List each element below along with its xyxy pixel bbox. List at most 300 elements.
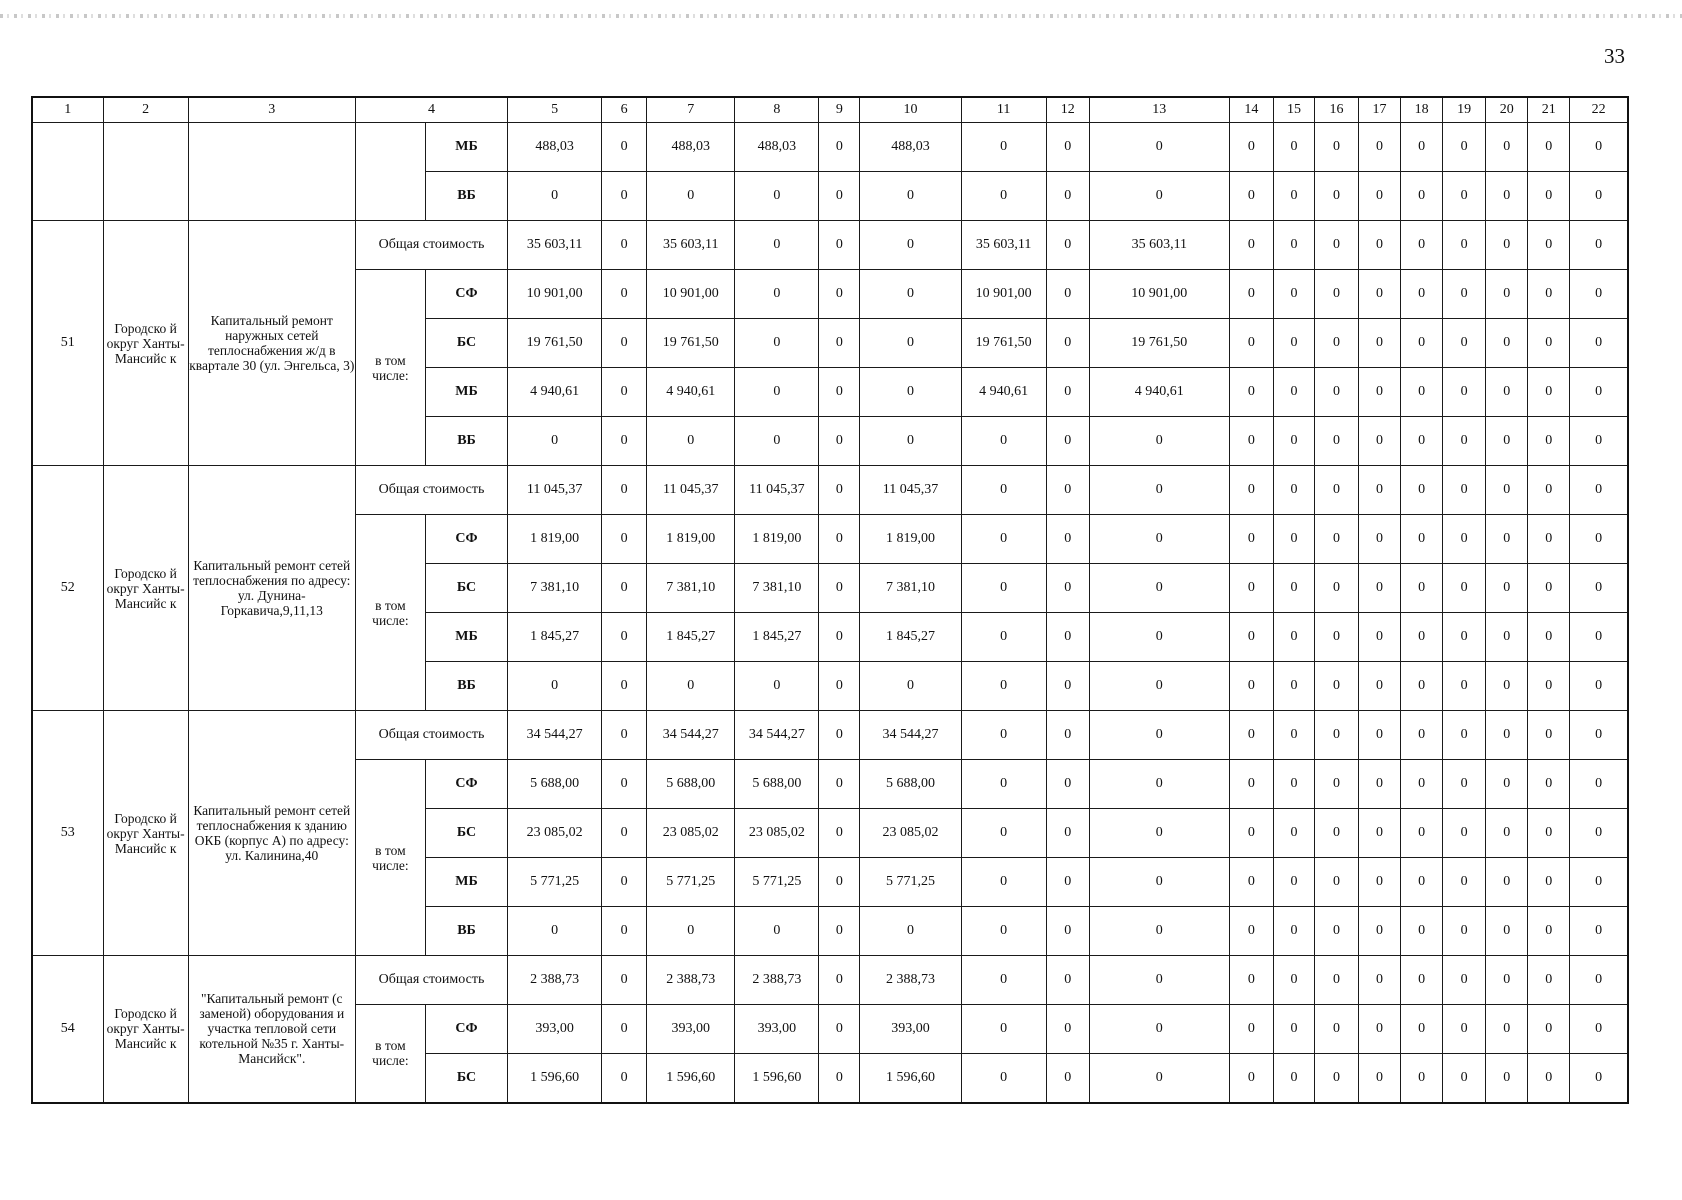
value-cell: 0 xyxy=(1570,809,1628,858)
value-cell: 0 xyxy=(508,907,602,956)
value-cell: 0 xyxy=(1359,1005,1401,1054)
value-cell: 0 xyxy=(1401,662,1443,711)
value-cell: 0 xyxy=(647,662,735,711)
value-cell: 5 688,00 xyxy=(508,760,602,809)
table-row xyxy=(32,123,1628,172)
source-cell: БС xyxy=(425,809,507,858)
value-cell: 0 xyxy=(1229,221,1273,270)
value-cell: 0 xyxy=(602,760,647,809)
value-cell: 11 045,37 xyxy=(735,466,819,515)
header-row xyxy=(32,97,1628,123)
value-cell: 0 xyxy=(1089,711,1229,760)
value-cell: 393,00 xyxy=(647,1005,735,1054)
value-cell: 0 xyxy=(1046,711,1089,760)
value-cell: 0 xyxy=(1570,515,1628,564)
value-cell: 1 845,27 xyxy=(735,613,819,662)
district-cell: Городско й округ Ханты-Мансийс к xyxy=(103,956,188,1103)
value-cell: 1 819,00 xyxy=(508,515,602,564)
value-cell: 0 xyxy=(602,123,647,172)
source-cell: БС xyxy=(425,319,507,368)
value-cell: 0 xyxy=(961,662,1046,711)
value-cell: 0 xyxy=(1443,270,1486,319)
value-cell: 0 xyxy=(1443,956,1486,1005)
value-cell: 5 688,00 xyxy=(647,760,735,809)
value-cell: 10 901,00 xyxy=(508,270,602,319)
value-cell: 5 771,25 xyxy=(508,858,602,907)
row-number: 54 xyxy=(32,956,103,1103)
value-cell: 0 xyxy=(961,564,1046,613)
source-cell: БС xyxy=(425,1054,507,1103)
value-cell: 0 xyxy=(1570,466,1628,515)
value-cell: 0 xyxy=(1401,319,1443,368)
value-cell: 0 xyxy=(819,1054,860,1103)
value-cell: 393,00 xyxy=(508,1005,602,1054)
value-cell: 0 xyxy=(1273,907,1314,956)
total-label: Общая стоимость xyxy=(355,466,507,515)
value-cell: 0 xyxy=(602,417,647,466)
value-cell: 0 xyxy=(1046,123,1089,172)
value-cell: 11 045,37 xyxy=(508,466,602,515)
scan-edge-artifact xyxy=(0,14,1682,18)
value-cell: 0 xyxy=(1401,956,1443,1005)
value-cell: 0 xyxy=(860,172,961,221)
including-label: в том числе: xyxy=(355,1005,425,1103)
value-cell: 0 xyxy=(735,319,819,368)
value-cell: 2 388,73 xyxy=(508,956,602,1005)
value-cell: 0 xyxy=(735,368,819,417)
value-cell: 0 xyxy=(1570,1054,1628,1103)
value-cell: 0 xyxy=(1273,368,1314,417)
header-cell: 7 xyxy=(647,97,735,123)
value-cell: 0 xyxy=(602,368,647,417)
value-cell: 0 xyxy=(1401,466,1443,515)
value-cell: 0 xyxy=(1443,515,1486,564)
value-cell: 0 xyxy=(602,956,647,1005)
value-cell: 0 xyxy=(1359,221,1401,270)
source-cell: ВБ xyxy=(425,907,507,956)
header-cell: 18 xyxy=(1401,97,1443,123)
value-cell: 35 603,11 xyxy=(961,221,1046,270)
value-cell: 1 819,00 xyxy=(647,515,735,564)
value-cell: 0 xyxy=(1273,613,1314,662)
value-cell: 0 xyxy=(1314,711,1358,760)
value-cell: 0 xyxy=(1273,760,1314,809)
table-row xyxy=(32,466,1628,515)
total-label: Общая стоимость xyxy=(355,221,507,270)
value-cell: 0 xyxy=(1528,1054,1570,1103)
value-cell: 0 xyxy=(961,760,1046,809)
value-cell: 0 xyxy=(1359,123,1401,172)
value-cell: 0 xyxy=(1570,662,1628,711)
value-cell: 0 xyxy=(1359,662,1401,711)
value-cell: 0 xyxy=(1401,368,1443,417)
value-cell: 34 544,27 xyxy=(735,711,819,760)
value-cell: 0 xyxy=(1486,858,1528,907)
value-cell: 0 xyxy=(860,907,961,956)
value-cell: 4 940,61 xyxy=(508,368,602,417)
value-cell: 0 xyxy=(1089,515,1229,564)
value-cell: 0 xyxy=(1486,123,1528,172)
value-cell: 0 xyxy=(1314,270,1358,319)
value-cell: 0 xyxy=(1229,1005,1273,1054)
value-cell: 0 xyxy=(1528,417,1570,466)
header-cell: 16 xyxy=(1314,97,1358,123)
value-cell: 0 xyxy=(602,221,647,270)
value-cell: 0 xyxy=(647,907,735,956)
value-cell: 0 xyxy=(1570,564,1628,613)
value-cell: 0 xyxy=(860,417,961,466)
value-cell: 0 xyxy=(602,662,647,711)
value-cell: 0 xyxy=(961,613,1046,662)
value-cell: 0 xyxy=(819,613,860,662)
value-cell: 0 xyxy=(1359,956,1401,1005)
value-cell: 0 xyxy=(1486,368,1528,417)
district-cell: Городско й округ Ханты-Мансийс к xyxy=(103,466,188,711)
project-name: Капитальный ремонт наружных сетей теплоснабжения ж/д в квартале 30 (ул. Энгельса, 3) xyxy=(188,221,355,466)
header-cell: 5 xyxy=(508,97,602,123)
value-cell: 0 xyxy=(647,417,735,466)
value-cell: 0 xyxy=(1046,760,1089,809)
value-cell: 0 xyxy=(735,662,819,711)
value-cell: 488,03 xyxy=(647,123,735,172)
value-cell: 0 xyxy=(1443,760,1486,809)
value-cell: 0 xyxy=(1359,564,1401,613)
value-cell: 4 940,61 xyxy=(647,368,735,417)
value-cell: 0 xyxy=(1486,1054,1528,1103)
value-cell: 0 xyxy=(1046,466,1089,515)
value-cell: 0 xyxy=(1273,1005,1314,1054)
source-cell: СФ xyxy=(425,760,507,809)
value-cell: 0 xyxy=(1273,809,1314,858)
value-cell: 0 xyxy=(1570,319,1628,368)
value-cell: 0 xyxy=(1359,466,1401,515)
value-cell: 0 xyxy=(1528,564,1570,613)
value-cell: 0 xyxy=(819,907,860,956)
total-label: Общая стоимость xyxy=(355,711,507,760)
value-cell: 0 xyxy=(1229,613,1273,662)
value-cell: 0 xyxy=(1570,907,1628,956)
value-cell: 0 xyxy=(508,172,602,221)
value-cell: 0 xyxy=(1046,172,1089,221)
value-cell: 488,03 xyxy=(735,123,819,172)
value-cell: 1 845,27 xyxy=(508,613,602,662)
header-cell: 6 xyxy=(602,97,647,123)
empty-cell xyxy=(355,123,425,221)
header-cell: 22 xyxy=(1570,97,1628,123)
value-cell: 4 940,61 xyxy=(961,368,1046,417)
value-cell: 0 xyxy=(1359,809,1401,858)
value-cell: 0 xyxy=(1570,613,1628,662)
value-cell: 0 xyxy=(1359,319,1401,368)
value-cell: 10 901,00 xyxy=(1089,270,1229,319)
value-cell: 0 xyxy=(1046,564,1089,613)
value-cell: 0 xyxy=(1401,613,1443,662)
header-cell: 17 xyxy=(1359,97,1401,123)
header-cell: 13 xyxy=(1089,97,1229,123)
value-cell: 0 xyxy=(1089,809,1229,858)
source-cell: МБ xyxy=(425,613,507,662)
value-cell: 0 xyxy=(1046,956,1089,1005)
value-cell: 0 xyxy=(1089,760,1229,809)
value-cell: 0 xyxy=(1570,417,1628,466)
value-cell: 0 xyxy=(1229,662,1273,711)
value-cell: 0 xyxy=(1486,172,1528,221)
value-cell: 0 xyxy=(860,270,961,319)
value-cell: 34 544,27 xyxy=(647,711,735,760)
value-cell: 0 xyxy=(819,417,860,466)
value-cell: 0 xyxy=(1046,613,1089,662)
value-cell: 0 xyxy=(1229,123,1273,172)
value-cell: 0 xyxy=(1089,907,1229,956)
value-cell: 1 819,00 xyxy=(735,515,819,564)
value-cell: 0 xyxy=(1229,417,1273,466)
header-cell: 1 xyxy=(32,97,103,123)
value-cell: 0 xyxy=(1528,123,1570,172)
value-cell: 0 xyxy=(1089,466,1229,515)
value-cell: 0 xyxy=(1273,319,1314,368)
value-cell: 0 xyxy=(1570,172,1628,221)
value-cell: 0 xyxy=(602,1005,647,1054)
value-cell: 0 xyxy=(819,858,860,907)
value-cell: 11 045,37 xyxy=(860,466,961,515)
value-cell: 0 xyxy=(860,368,961,417)
value-cell: 0 xyxy=(961,858,1046,907)
value-cell: 0 xyxy=(1089,564,1229,613)
header-cell: 21 xyxy=(1528,97,1570,123)
row-number: 51 xyxy=(32,221,103,466)
value-cell: 5 771,25 xyxy=(860,858,961,907)
table-row xyxy=(32,711,1628,760)
value-cell: 0 xyxy=(1046,1054,1089,1103)
value-cell: 11 045,37 xyxy=(647,466,735,515)
value-cell: 0 xyxy=(1528,368,1570,417)
value-cell: 0 xyxy=(1273,956,1314,1005)
value-cell: 0 xyxy=(1401,221,1443,270)
row-number: 53 xyxy=(32,711,103,956)
value-cell: 0 xyxy=(1046,1005,1089,1054)
project-name: Капитальный ремонт сетей теплоснабжения по адресу: ул. Дунина-Горкавича,9,11,13 xyxy=(188,466,355,711)
value-cell: 0 xyxy=(1089,613,1229,662)
table-row xyxy=(32,956,1628,1005)
empty-cell xyxy=(188,123,355,221)
value-cell: 393,00 xyxy=(860,1005,961,1054)
value-cell: 0 xyxy=(1273,172,1314,221)
value-cell: 0 xyxy=(1443,221,1486,270)
value-cell: 0 xyxy=(1046,368,1089,417)
value-cell: 0 xyxy=(860,662,961,711)
value-cell: 0 xyxy=(1401,907,1443,956)
value-cell: 0 xyxy=(1314,662,1358,711)
value-cell: 0 xyxy=(819,956,860,1005)
value-cell: 0 xyxy=(1401,1054,1443,1103)
value-cell: 0 xyxy=(1443,711,1486,760)
value-cell: 35 603,11 xyxy=(508,221,602,270)
empty-cell xyxy=(32,123,103,221)
value-cell: 5 771,25 xyxy=(647,858,735,907)
page-number: 33 xyxy=(1604,44,1625,68)
header-cell: 4 xyxy=(355,97,507,123)
header-cell: 12 xyxy=(1046,97,1089,123)
value-cell: 0 xyxy=(1486,809,1528,858)
value-cell: 0 xyxy=(1570,1005,1628,1054)
project-name: "Капитальный ремонт (с заменой) оборудования и участка тепловой сети котельной №35 г. Ханты-Мансийск". xyxy=(188,956,355,1103)
value-cell: 0 xyxy=(1359,172,1401,221)
header-cell: 2 xyxy=(103,97,188,123)
value-cell: 0 xyxy=(1359,417,1401,466)
value-cell: 0 xyxy=(819,564,860,613)
value-cell: 0 xyxy=(1359,1054,1401,1103)
value-cell: 0 xyxy=(1089,956,1229,1005)
value-cell: 0 xyxy=(735,270,819,319)
value-cell: 0 xyxy=(961,1054,1046,1103)
value-cell: 10 901,00 xyxy=(647,270,735,319)
value-cell: 0 xyxy=(1528,270,1570,319)
source-cell: МБ xyxy=(425,858,507,907)
value-cell: 0 xyxy=(1486,613,1528,662)
value-cell: 0 xyxy=(1401,564,1443,613)
value-cell: 0 xyxy=(1401,172,1443,221)
value-cell: 0 xyxy=(961,907,1046,956)
value-cell: 0 xyxy=(1486,221,1528,270)
source-cell: ВБ xyxy=(425,172,507,221)
value-cell: 0 xyxy=(1443,907,1486,956)
value-cell: 0 xyxy=(1046,515,1089,564)
value-cell: 0 xyxy=(1570,858,1628,907)
budget-table xyxy=(31,96,1629,1104)
empty-cell xyxy=(103,123,188,221)
value-cell: 0 xyxy=(1528,956,1570,1005)
value-cell: 0 xyxy=(735,172,819,221)
value-cell: 0 xyxy=(1314,368,1358,417)
value-cell: 0 xyxy=(1570,956,1628,1005)
value-cell: 0 xyxy=(1570,123,1628,172)
value-cell: 0 xyxy=(1486,564,1528,613)
value-cell: 0 xyxy=(1443,368,1486,417)
header-cell: 9 xyxy=(819,97,860,123)
value-cell: 0 xyxy=(961,1005,1046,1054)
value-cell: 0 xyxy=(1314,956,1358,1005)
value-cell: 19 761,50 xyxy=(961,319,1046,368)
value-cell: 1 596,60 xyxy=(647,1054,735,1103)
value-cell: 0 xyxy=(602,858,647,907)
header-cell: 14 xyxy=(1229,97,1273,123)
value-cell: 0 xyxy=(1046,417,1089,466)
value-cell: 0 xyxy=(1229,858,1273,907)
value-cell: 0 xyxy=(1401,270,1443,319)
value-cell: 0 xyxy=(819,466,860,515)
value-cell: 0 xyxy=(1443,417,1486,466)
value-cell: 0 xyxy=(602,711,647,760)
value-cell: 10 901,00 xyxy=(961,270,1046,319)
header-cell: 19 xyxy=(1443,97,1486,123)
value-cell: 0 xyxy=(602,564,647,613)
value-cell: 0 xyxy=(1486,515,1528,564)
value-cell: 0 xyxy=(602,270,647,319)
district-cell: Городско й округ Ханты-Мансийс к xyxy=(103,221,188,466)
including-label: в том числе: xyxy=(355,515,425,711)
value-cell: 0 xyxy=(1570,368,1628,417)
value-cell: 0 xyxy=(1359,515,1401,564)
source-cell: СФ xyxy=(425,1005,507,1054)
value-cell: 23 085,02 xyxy=(860,809,961,858)
value-cell: 488,03 xyxy=(860,123,961,172)
value-cell: 0 xyxy=(1314,858,1358,907)
value-cell: 0 xyxy=(961,956,1046,1005)
value-cell: 0 xyxy=(819,662,860,711)
value-cell: 0 xyxy=(1359,760,1401,809)
value-cell: 1 596,60 xyxy=(735,1054,819,1103)
value-cell: 23 085,02 xyxy=(735,809,819,858)
value-cell: 0 xyxy=(961,417,1046,466)
value-cell: 23 085,02 xyxy=(508,809,602,858)
value-cell: 5 771,25 xyxy=(735,858,819,907)
value-cell: 35 603,11 xyxy=(647,221,735,270)
value-cell: 0 xyxy=(1443,172,1486,221)
value-cell: 7 381,10 xyxy=(647,564,735,613)
total-label: Общая стоимость xyxy=(355,956,507,1005)
value-cell: 0 xyxy=(1401,1005,1443,1054)
value-cell: 0 xyxy=(1486,466,1528,515)
row-number: 52 xyxy=(32,466,103,711)
value-cell: 0 xyxy=(1359,368,1401,417)
value-cell: 0 xyxy=(1089,417,1229,466)
value-cell: 0 xyxy=(1314,221,1358,270)
value-cell: 0 xyxy=(961,809,1046,858)
value-cell: 0 xyxy=(961,172,1046,221)
value-cell: 0 xyxy=(1273,466,1314,515)
value-cell: 0 xyxy=(602,515,647,564)
value-cell: 488,03 xyxy=(508,123,602,172)
value-cell: 7 381,10 xyxy=(508,564,602,613)
value-cell: 0 xyxy=(819,760,860,809)
value-cell: 0 xyxy=(1229,564,1273,613)
value-cell: 0 xyxy=(1486,760,1528,809)
value-cell: 1 596,60 xyxy=(508,1054,602,1103)
value-cell: 0 xyxy=(1401,809,1443,858)
value-cell: 0 xyxy=(1273,711,1314,760)
value-cell: 0 xyxy=(860,221,961,270)
value-cell: 19 761,50 xyxy=(508,319,602,368)
value-cell: 0 xyxy=(819,123,860,172)
table-row xyxy=(32,221,1628,270)
source-cell: СФ xyxy=(425,515,507,564)
source-cell: БС xyxy=(425,564,507,613)
value-cell: 0 xyxy=(1443,319,1486,368)
value-cell: 4 940,61 xyxy=(1089,368,1229,417)
value-cell: 0 xyxy=(819,1005,860,1054)
value-cell: 0 xyxy=(1443,662,1486,711)
value-cell: 0 xyxy=(1229,1054,1273,1103)
value-cell: 0 xyxy=(961,123,1046,172)
value-cell: 0 xyxy=(1528,662,1570,711)
value-cell: 0 xyxy=(1314,760,1358,809)
value-cell: 2 388,73 xyxy=(735,956,819,1005)
value-cell: 0 xyxy=(1229,956,1273,1005)
value-cell: 0 xyxy=(1273,270,1314,319)
value-cell: 0 xyxy=(1089,858,1229,907)
value-cell: 0 xyxy=(1314,172,1358,221)
header-cell: 8 xyxy=(735,97,819,123)
value-cell: 0 xyxy=(1443,809,1486,858)
value-cell: 0 xyxy=(1089,1005,1229,1054)
value-cell: 0 xyxy=(1528,466,1570,515)
value-cell: 0 xyxy=(1570,711,1628,760)
value-cell: 0 xyxy=(819,368,860,417)
value-cell: 0 xyxy=(1443,1054,1486,1103)
value-cell: 0 xyxy=(1486,907,1528,956)
value-cell: 0 xyxy=(1486,270,1528,319)
value-cell: 0 xyxy=(1046,907,1089,956)
